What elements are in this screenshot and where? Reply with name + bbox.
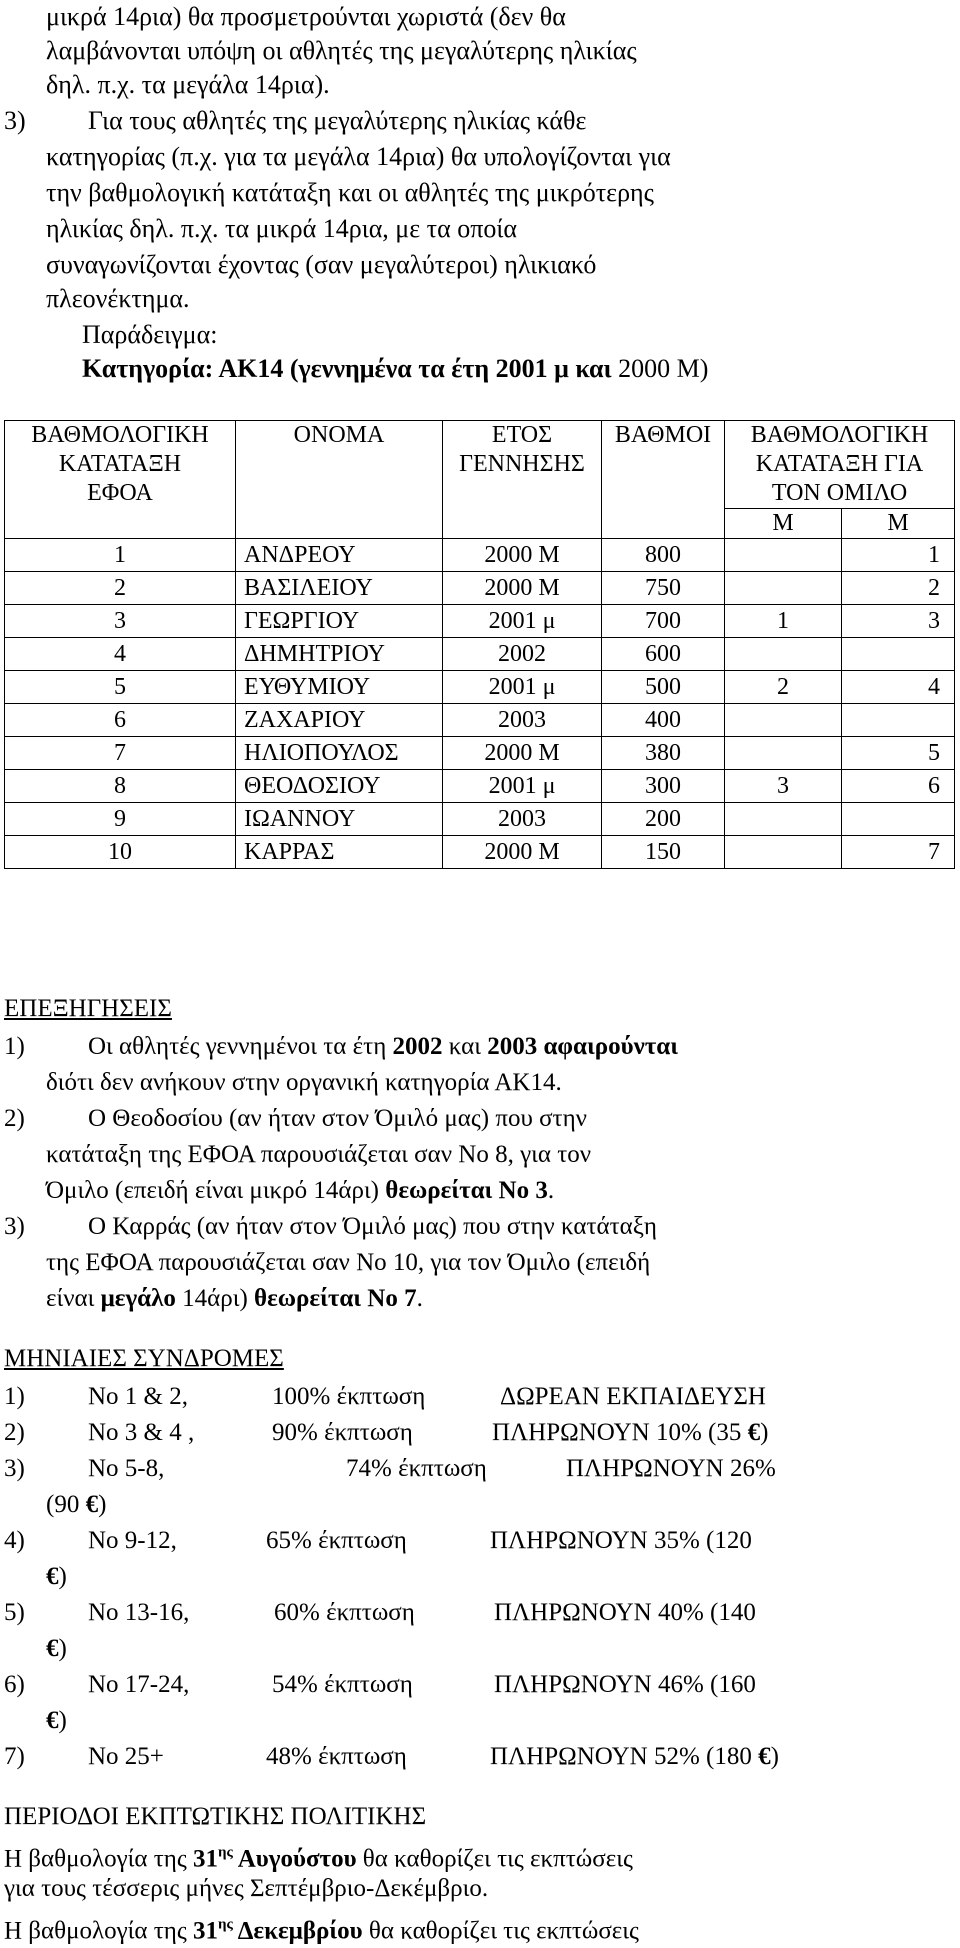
item-3-line-1: Για τους αθλητές της μεγαλύτερης ηλικίας κάθε: [88, 106, 587, 135]
cell-club-rank-large: 5: [842, 737, 955, 770]
periods-line-1: Η βαθμολογία της $31^{\eta\varsigma}$ Αυγούστου θα καθορίζει τις εκπτώσεις: [4, 1845, 633, 1873]
cell-name: ΗΛΙΟΠΟΥΛΟΣ: [236, 737, 443, 770]
intro-line-2: λαμβάνονται υπόψη οι αθλητές της μεγαλύτερης ηλικίας: [46, 36, 637, 65]
cell-points: 800: [602, 539, 725, 572]
explanation-2-line-3: Όμιλο (επειδή είναι μικρό 14άρι) θεωρείται Νο 3.: [46, 1177, 555, 1204]
header-club-rank: ΒΑΘΜΟΛΟΓΙΚΗ ΚΑΤΑΤΑΞΗ ΓΙΑ ΤΟΝ ΟΜΙΛΟ: [725, 421, 955, 509]
item-3-line-6: πλεονέκτημα.: [46, 284, 190, 313]
explanation-3-line-3: είναι μεγάλο 14άρι) θεωρείται Νο 7.: [46, 1285, 423, 1312]
explanation-1-line-1: Οι αθλητές γεννημένοι τα έτη 2002 και 2003 αφαιρούνται: [88, 1033, 678, 1060]
fee-item-number: 7): [4, 1743, 25, 1770]
cell-name: ΚΑΡΡΑΣ: [236, 836, 443, 869]
cell-birth-year: 2001 μ: [443, 770, 602, 803]
cell-birth-year: 2000 Μ: [443, 572, 602, 605]
fee-item-wrap: (90 €): [46, 1491, 107, 1518]
cell-club-rank-small: [725, 803, 842, 836]
fee-item-range: Νο 5-8,: [88, 1455, 165, 1482]
cell-club-rank-small: [725, 572, 842, 605]
fee-item-range: Νο 9-12,: [88, 1527, 177, 1554]
euro-symbol: €: [46, 1635, 59, 1662]
table-row: [5, 638, 955, 671]
fee-item-number: 3): [4, 1455, 25, 1482]
cell-club-rank-large: 7: [842, 836, 955, 869]
explanation-2-line-1: Ο Θεοδοσίου (αν ήταν στον Όμιλό μας) που στην: [88, 1105, 587, 1132]
fee-item-discount: 54% έκπτωση: [272, 1671, 413, 1698]
sub-header-small: Μ: [725, 509, 842, 539]
intro-line-3: δηλ. π.χ. τα μεγάλα 14ρια).: [46, 70, 330, 99]
cell-points: 200: [602, 803, 725, 836]
category-rest: 2000 Μ): [611, 354, 709, 383]
cell-name: ΕΥΘΥΜΙΟΥ: [236, 671, 443, 704]
fee-item-range: Νο 25+: [88, 1743, 164, 1770]
periods-line-3: Η βαθμολογία της $31^{\eta\varsigma}$ Δεκεμβρίου θα καθορίζει τις εκπτώσεις: [4, 1917, 639, 1945]
cell-birth-year: 2000 Μ: [443, 737, 602, 770]
cell-club-rank-small: [725, 638, 842, 671]
cell-efoa-rank: 1: [5, 539, 236, 572]
cell-points: 750: [602, 572, 725, 605]
fee-item-range: Νο 3 & 4 ,: [88, 1419, 195, 1446]
explanations-title: ΕΠΕΞΗΓΗΣΕΙΣ: [4, 995, 172, 1022]
cell-efoa-rank: 10: [5, 836, 236, 869]
header-name: ΟΝΟΜΑ: [236, 421, 443, 539]
table-row: [5, 803, 955, 836]
example-label: Παράδειγμα:: [82, 320, 218, 349]
cell-birth-year: 2001 μ: [443, 605, 602, 638]
table-row: [5, 704, 955, 737]
cell-birth-year: 2001 μ: [443, 671, 602, 704]
fee-item-discount: 90% έκπτωση: [272, 1419, 413, 1446]
cell-points: 700: [602, 605, 725, 638]
cell-points: 600: [602, 638, 725, 671]
fee-item-wrap: €): [46, 1707, 67, 1734]
item-3-line-5: συναγωνίζονται έχοντας (σαν μεγαλύτεροι) ηλικιακό: [46, 250, 597, 279]
cell-club-rank-small: 1: [725, 605, 842, 638]
cell-efoa-rank: 6: [5, 704, 236, 737]
explanation-1-line-2: διότι δεν ανήκουν στην οργανική κατηγορία ΑΚ14.: [46, 1069, 562, 1096]
explanation-2-line-2: κατάταξη της ΕΦΟΑ παρουσιάζεται σαν Νο 8, για τον: [46, 1141, 592, 1168]
category-bold: Κατηγορία: ΑΚ14 (γεννημένα τα έτη 2001 μ και: [82, 354, 612, 383]
fee-item-range: Νο 17-24,: [88, 1671, 190, 1698]
header-points: ΒΑΘΜΟΙ: [602, 421, 725, 539]
explanation-3-line-1: Ο Καρράς (αν ήταν στον Όμιλό μας) που στην κατάταξη: [88, 1213, 657, 1240]
fee-item-number: 5): [4, 1599, 25, 1626]
fee-item-discount: 48% έκπτωση: [266, 1743, 407, 1770]
cell-efoa-rank: 7: [5, 737, 236, 770]
fee-item-number: 2): [4, 1419, 25, 1446]
cell-efoa-rank: 5: [5, 671, 236, 704]
item-3-line-3: την βαθμολογική κατάταξη και οι αθλητές της μικρότερης: [46, 178, 654, 207]
table-row: [5, 539, 955, 572]
cell-points: 380: [602, 737, 725, 770]
cell-name: ΑΝΔΡΕΟΥ: [236, 539, 443, 572]
periods-title: ΠΕΡΙΟΔΟΙ ΕΚΠΤΩΤΙΚΗΣ ΠΟΛΙΤΙΚΗΣ: [4, 1803, 427, 1830]
cell-club-rank-small: 3: [725, 770, 842, 803]
fee-item-number: 6): [4, 1671, 25, 1698]
cell-points: 150: [602, 836, 725, 869]
cell-name: ΓΕΩΡΓΙΟΥ: [236, 605, 443, 638]
fee-item-note: ΠΛΗΡΩΝΟΥΝ 40% (140: [494, 1599, 756, 1626]
euro-symbol: €: [46, 1563, 59, 1590]
explanation-3-number: 3): [4, 1213, 25, 1240]
cell-club-rank-small: 2: [725, 671, 842, 704]
header-efoa-rank: ΒΑΘΜΟΛΟΓΙΚΗ ΚΑΤΑΤΑΞΗ ΕΦΟΑ: [5, 421, 236, 539]
euro-symbol: €: [46, 1707, 59, 1734]
fee-item-note: ΔΩΡΕΑΝ ΕΚΠΑΙΔΕΥΣΗ: [500, 1383, 766, 1410]
cell-birth-year: 2000 Μ: [443, 539, 602, 572]
item-3-line-4: ηλικίας δηλ. π.χ. τα μικρά 14ρια, με τα οποία: [46, 214, 517, 243]
cell-efoa-rank: 8: [5, 770, 236, 803]
header-birth-year: ΕΤΟΣ ΓΕΝΝΗΣΗΣ: [443, 421, 602, 539]
table-row: [5, 770, 955, 803]
fee-item-note: ΠΛΗΡΩΝΟΥΝ 46% (160: [494, 1671, 756, 1698]
table-row: [5, 605, 955, 638]
fee-item-note: ΠΛΗΡΩΝΟΥΝ 35% (120: [490, 1527, 752, 1554]
cell-efoa-rank: 2: [5, 572, 236, 605]
explanation-1-number: 1): [4, 1033, 25, 1060]
fee-item-range: Νο 13-16,: [88, 1599, 190, 1626]
table-row: [5, 572, 955, 605]
explanation-3-line-2: της ΕΦΟΑ παρουσιάζεται σαν Νο 10, για τον Όμιλο (επειδή: [46, 1249, 651, 1276]
cell-birth-year: 2003: [443, 704, 602, 737]
cell-club-rank-small: [725, 737, 842, 770]
cell-club-rank-large: 4: [842, 671, 955, 704]
euro-symbol: €: [747, 1419, 761, 1446]
cell-club-rank-large: 1: [842, 539, 955, 572]
cell-club-rank-small: [725, 836, 842, 869]
cell-efoa-rank: 9: [5, 803, 236, 836]
cell-club-rank-large: 3: [842, 605, 955, 638]
ranking-table: [4, 420, 955, 869]
cell-club-rank-small: [725, 539, 842, 572]
cell-points: 500: [602, 671, 725, 704]
cell-name: ΖΑΧΑΡΙΟΥ: [236, 704, 443, 737]
sub-header-large: Μ: [842, 509, 955, 539]
periods-line-2: για τους τέσσερις μήνες Σεπτέμβριο-Δεκέμβριο.: [4, 1875, 489, 1902]
cell-birth-year: 2000 Μ: [443, 836, 602, 869]
item-3-line-2: κατηγορίας (π.χ. για τα μεγάλα 14ρια) θα υπολογίζονται για: [46, 142, 671, 171]
cell-points: 400: [602, 704, 725, 737]
cell-birth-year: 2002: [443, 638, 602, 671]
fee-item-note: ΠΛΗΡΩΝΟΥΝ 26%: [566, 1455, 776, 1482]
cell-name: ΒΑΣΙΛΕΙΟΥ: [236, 572, 443, 605]
cell-name: ΙΩΑΝΝΟΥ: [236, 803, 443, 836]
table-row: [5, 737, 955, 770]
fee-item-range: Νο 1 & 2,: [88, 1383, 188, 1410]
cell-club-rank-large: [842, 704, 955, 737]
euro-symbol: €: [85, 1491, 99, 1518]
table-row: [5, 836, 955, 869]
item-3-number: 3): [4, 106, 26, 135]
cell-name: ΘΕΟΔΟΣΙΟΥ: [236, 770, 443, 803]
cell-efoa-rank: 3: [5, 605, 236, 638]
category-line: [82, 352, 708, 386]
cell-club-rank-large: [842, 803, 955, 836]
fees-title: ΜΗΝΙΑΙΕΣ ΣΥΝΔΡΟΜΕΣ: [4, 1345, 284, 1372]
fee-item-note: ΠΛΗΡΩΝΟΥΝ 10% (35 €): [492, 1419, 769, 1446]
fee-item-discount: 65% έκπτωση: [266, 1527, 407, 1554]
fee-item-discount: 60% έκπτωση: [274, 1599, 415, 1626]
fee-item-discount: 74% έκπτωση: [346, 1455, 487, 1482]
cell-club-rank-small: [725, 704, 842, 737]
fee-item-discount: 100% έκπτωση: [272, 1383, 426, 1410]
explanation-2-number: 2): [4, 1105, 25, 1132]
cell-efoa-rank: 4: [5, 638, 236, 671]
cell-club-rank-large: [842, 638, 955, 671]
fee-item-number: 4): [4, 1527, 25, 1554]
fee-item-wrap: €): [46, 1635, 67, 1662]
cell-birth-year: 2003: [443, 803, 602, 836]
cell-club-rank-large: 2: [842, 572, 955, 605]
cell-club-rank-large: 6: [842, 770, 955, 803]
cell-points: 300: [602, 770, 725, 803]
table-row: [5, 671, 955, 704]
intro-line-1: μικρά 14ρια) θα προσμετρούνται χωριστά (δεν θα: [46, 2, 566, 31]
cell-name: ΔΗΜΗΤΡΙΟΥ: [236, 638, 443, 671]
fee-item-number: 1): [4, 1383, 25, 1410]
euro-symbol: €: [758, 1743, 771, 1770]
fee-item-wrap: €): [46, 1563, 67, 1590]
fee-item-note: ΠΛΗΡΩΝΟΥΝ 52% (180 €): [490, 1743, 779, 1770]
